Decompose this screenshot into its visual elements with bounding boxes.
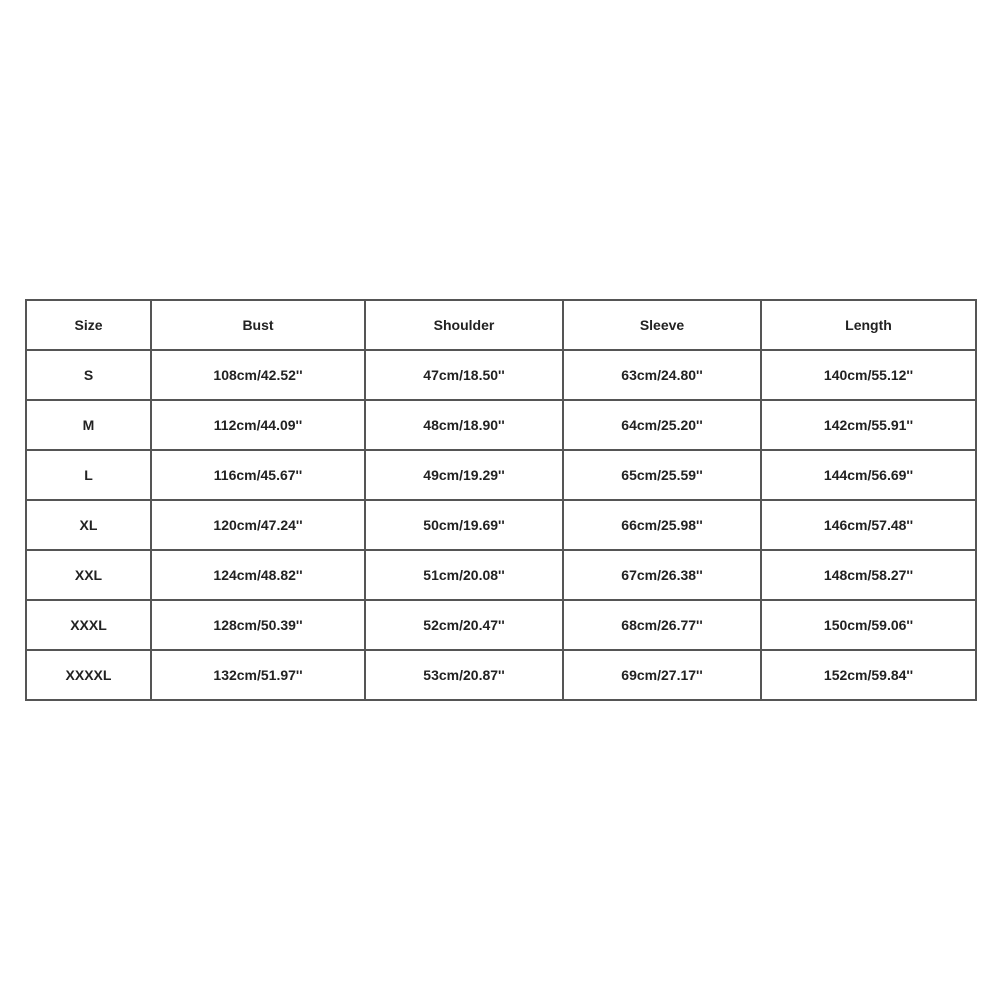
table-row — [26, 500, 976, 550]
size-chart-table — [25, 299, 977, 701]
cell-bust: 112cm/44.09'' — [151, 400, 365, 450]
table-row — [26, 550, 976, 600]
cell-size: M — [26, 400, 151, 450]
table-row — [26, 350, 976, 400]
cell-shoulder: 47cm/18.50'' — [365, 350, 563, 400]
cell-length: 140cm/55.12'' — [761, 350, 976, 400]
header-row — [26, 300, 976, 350]
cell-length: 142cm/55.91'' — [761, 400, 976, 450]
cell-size: S — [26, 350, 151, 400]
cell-length: 144cm/56.69'' — [761, 450, 976, 500]
cell-sleeve: 65cm/25.59'' — [563, 450, 761, 500]
cell-sleeve: 63cm/24.80'' — [563, 350, 761, 400]
table-row — [26, 450, 976, 500]
cell-bust: 120cm/47.24'' — [151, 500, 365, 550]
cell-shoulder: 53cm/20.87'' — [365, 650, 563, 700]
cell-sleeve: 69cm/27.17'' — [563, 650, 761, 700]
header-bust: Bust — [151, 300, 365, 350]
header-size: Size — [26, 300, 151, 350]
cell-bust: 132cm/51.97'' — [151, 650, 365, 700]
cell-shoulder: 52cm/20.47'' — [365, 600, 563, 650]
cell-bust: 108cm/42.52'' — [151, 350, 365, 400]
cell-sleeve: 67cm/26.38'' — [563, 550, 761, 600]
cell-length: 150cm/59.06'' — [761, 600, 976, 650]
header-shoulder: Shoulder — [365, 300, 563, 350]
cell-size: XXL — [26, 550, 151, 600]
cell-size: L — [26, 450, 151, 500]
cell-shoulder: 48cm/18.90'' — [365, 400, 563, 450]
table-row — [26, 400, 976, 450]
cell-length: 146cm/57.48'' — [761, 500, 976, 550]
table-row — [26, 650, 976, 700]
cell-bust: 116cm/45.67'' — [151, 450, 365, 500]
cell-sleeve: 66cm/25.98'' — [563, 500, 761, 550]
table-body — [26, 350, 976, 700]
cell-length: 148cm/58.27'' — [761, 550, 976, 600]
table-header — [26, 300, 976, 350]
cell-size: XXXXL — [26, 650, 151, 700]
table-row — [26, 600, 976, 650]
cell-bust: 124cm/48.82'' — [151, 550, 365, 600]
cell-length: 152cm/59.84'' — [761, 650, 976, 700]
cell-shoulder: 49cm/19.29'' — [365, 450, 563, 500]
header-sleeve: Sleeve — [563, 300, 761, 350]
cell-shoulder: 51cm/20.08'' — [365, 550, 563, 600]
cell-shoulder: 50cm/19.69'' — [365, 500, 563, 550]
cell-sleeve: 68cm/26.77'' — [563, 600, 761, 650]
header-length: Length — [761, 300, 976, 350]
cell-sleeve: 64cm/25.20'' — [563, 400, 761, 450]
cell-size: XL — [26, 500, 151, 550]
cell-size: XXXL — [26, 600, 151, 650]
cell-bust: 128cm/50.39'' — [151, 600, 365, 650]
